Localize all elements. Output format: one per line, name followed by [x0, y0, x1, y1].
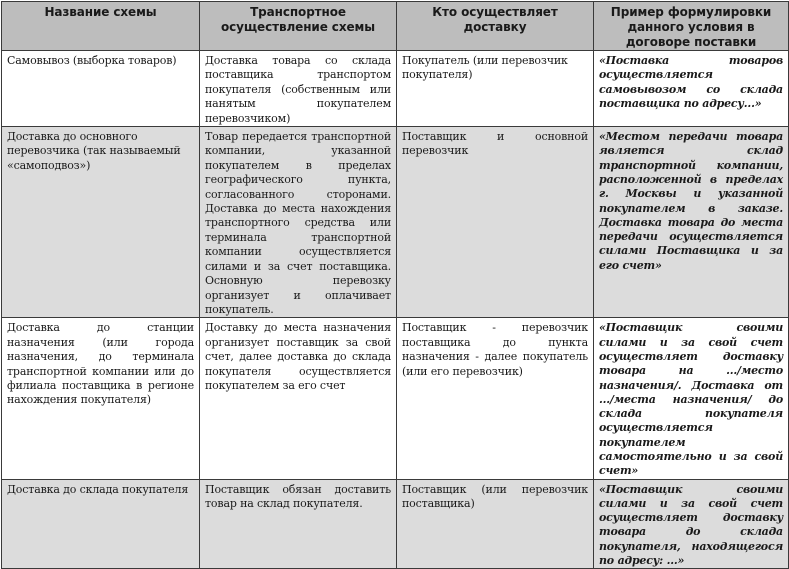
header-contract-example: Пример формулировки данного условия в договоре поставки	[594, 2, 789, 51]
cell-example: «Местом передачи товара является склад транспортной компании, расположенной в пределах г. Москвы и указанной покупателем в заказе. Доставка товара до места передачи осуществляется силами Поставщика и за его счет»	[594, 127, 789, 318]
cell-carrier: Поставщик и основной перевозчик	[397, 127, 594, 318]
cell-scheme: Доставка до основного перевозчика (так называемый «самоподвоз»)	[2, 127, 200, 318]
cell-transport: Поставщик обязан доставить товар на склад покупателя.	[200, 479, 397, 569]
cell-example: «Поставщик своими силами и за свой счет осуществляет доставку товара на .../место назначения/. Доставка от .../места назначения/ до склада покупателя осуществляется покупателем самостоятельно и за свой счет»	[594, 318, 789, 479]
table-row	[2, 51, 789, 127]
header-row	[2, 2, 789, 51]
cell-example: «Поставка товаров осуществляется самовывозом со склада поставщика по адресу...»	[594, 51, 789, 127]
header-transport-implementation: Транспортное осуществление схемы	[200, 2, 397, 51]
cell-transport: Товар передается транспортной компании, указанной покупателем в пределах географического пункта, согласованного сторонами. Доставка до места нахождения транспортного средства или терминала транспортной компании осуществляется силами и за счет поставщика. Основную перевозку организует и оплачивает покупатель.	[200, 127, 397, 318]
cell-scheme: Доставка до станции назначения (или города назначения, до терминала транспортной компании или до филиала поставщика в регионе нахождения покупателя)	[2, 318, 200, 479]
table-row	[2, 479, 789, 569]
table-row	[2, 127, 789, 318]
cell-transport: Доставку до места назначения организует поставщик за свой счет, далее доставка до склада покупателя осуществляется покупателем за его счет	[200, 318, 397, 479]
cell-carrier: Покупатель (или перевозчик покупателя)	[397, 51, 594, 127]
cell-scheme: Самовывоз (выборка товаров)	[2, 51, 200, 127]
table-row	[2, 318, 789, 479]
cell-carrier: Поставщик - перевозчик поставщика до пункта назначения - далее покупатель (или его перевозчик)	[397, 318, 594, 479]
header-who-delivers: Кто осуществляет доставку	[397, 2, 594, 51]
table-body	[2, 51, 789, 569]
cell-transport: Доставка товара со склада поставщика транспортом покупателя (собственным или нанятым покупателем перевозчиком)	[200, 51, 397, 127]
cell-carrier: Поставщик (или перевозчик поставщика)	[397, 479, 594, 569]
delivery-schemes-table	[1, 1, 789, 569]
header-scheme-name: Название схемы	[2, 2, 200, 51]
cell-scheme: Доставка до склада покупателя	[2, 479, 200, 569]
table-header	[2, 2, 789, 51]
cell-example: «Поставщик своими силами и за свой счет осуществляет доставку товара до склада покупателя, находящегося по адресу: ...»	[594, 479, 789, 569]
